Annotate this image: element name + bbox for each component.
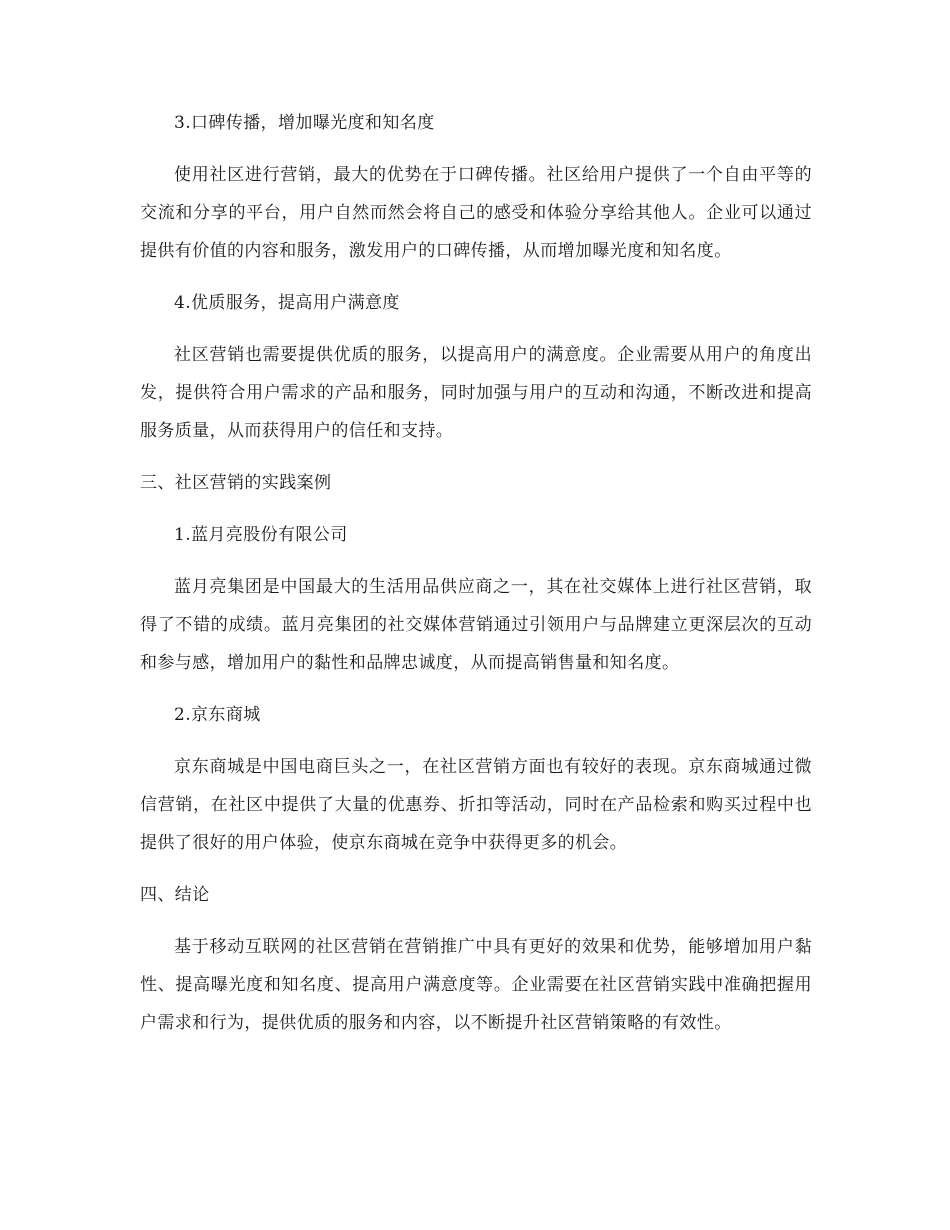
paragraph-conclusion: 基于移动互联网的社区营销在营销推广中具有更好的效果和优势，能够增加用户黏性、提高曝光度和知名度、提高用户满意度等。企业需要在社区营销实践中准确把握用户需求和行为，提供优质的服务和内容，以不断提升社区营销策略的有效性。 (140, 937, 812, 1033)
paragraph-word-of-mouth: 使用社区进行营销，最大的优势在于口碑传播。社区给用户提供了一个自由平等的交流和分享的平台，用户自然而然会将自己的感受和体验分享给其他人。企业可以通过提供有价值的内容和服务，激发用户的口碑传播，从而增加曝光度和知名度。 (140, 165, 812, 261)
paragraph-jd-mall: 京东商城是中国电商巨头之一，在社区营销方面也有较好的表现。京东商城通过微信营销，在社区中提供了大量的优惠券、折扣等活动，同时在产品检索和购买过程中也提供了很好的用户体验，使京东商城在竞争中获得更多的机会。 (140, 757, 812, 853)
paragraph-quality-service: 社区营销也需要提供优质的服务，以提高用户的满意度。企业需要从用户的角度出发，提供符合用户需求的产品和服务，同时加强与用户的互动和沟通，不断改进和提高服务质量，从而获得用户的信任和支持。 (140, 345, 812, 441)
section-heading-case-studies: 三、社区营销的实践案例 (140, 473, 332, 493)
subheading-quality-service: 4.优质服务，提高用户满意度 (174, 293, 400, 313)
paragraph-blue-moon: 蓝月亮集团是中国最大的生活用品供应商之一，其在社交媒体上进行社区营销，取得了不错的成绩。蓝月亮集团的社交媒体营销通过引领用户与品牌建立更深层次的互动和参与感，增加用户的黏性和品牌忠诚度，从而提高销售量和知名度。 (140, 577, 812, 673)
subheading-word-of-mouth: 3.口碑传播，增加曝光度和知名度 (174, 113, 435, 133)
subheading-jd-mall: 2.京东商城 (174, 705, 261, 725)
subheading-blue-moon: 1.蓝月亮股份有限公司 (174, 525, 348, 545)
section-heading-conclusion: 四、结论 (140, 885, 210, 905)
document-page (140, 104, 812, 1056)
